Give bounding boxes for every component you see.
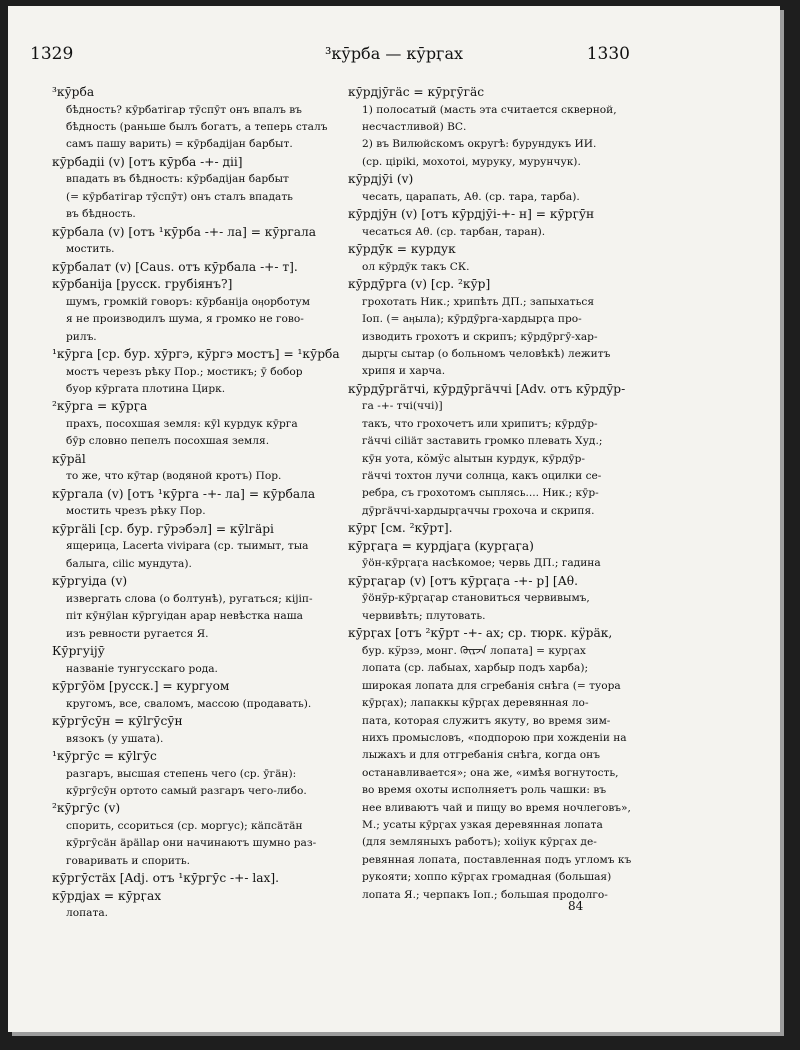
entry-definition-line: несчастливой) ВС. [362, 121, 467, 133]
entry-headword: ²кӯрга = кӯрӷа [52, 399, 148, 414]
dictionary-entry [52, 346, 347, 398]
entry-definition-line: (ср. ціріkі, мохотоі, муруку, мурунчук). [362, 155, 581, 168]
entry-definition-line: останавливается»; она же, «имѣя вогнутость, [362, 766, 619, 779]
dictionary-entry [348, 84, 648, 171]
dictionary-entry [52, 521, 347, 573]
dictionary-entry [348, 171, 648, 206]
entry-definition-line: ӯöн-кӯрӷаӷа насѣкомое; червь ДП.; гадина [362, 557, 601, 570]
entry-definition-line: буор кӯргата плотина Цирк. [66, 383, 226, 396]
entry-headword: кӯрӷ [см. ²кӯрт]. [348, 521, 453, 536]
entry-definition-line: бѣдность (раньше былъ богатъ, а теперь сталъ [66, 121, 328, 133]
dictionary-entry [348, 520, 648, 538]
entry-headword: кӯргала (v) [отъ ¹кӯрга -+- ла] = кӯрбала [52, 486, 316, 501]
entry-definition-line: ребра, съ грохотомъ сыплясь.... Ник.; кӯр- [362, 487, 599, 500]
dictionary-entry [52, 154, 347, 224]
entry-definition-line: мостъ черезъ рѣку Пор.; мостикъ; ӯ бобор [66, 365, 303, 378]
entry-headword: кӯргӯсӯн = кӯlгӯсӯн [52, 714, 183, 729]
entry-headword: ³кӯрба [52, 85, 95, 99]
dictionary-entry [52, 451, 347, 486]
dictionary-entry [52, 398, 347, 450]
entry-definition-line: изводить грохотъ и скрипъ; кӯрдӯргӯ-хар- [362, 330, 598, 343]
dictionary-entry [52, 486, 347, 521]
dictionary-entry [348, 381, 648, 520]
dictionary-entry [52, 84, 347, 154]
entry-definition-line: балыга, сіlіс мундута). [66, 557, 192, 570]
entry-definition-line: хрипя и харча. [362, 365, 446, 378]
entry-definition-line: кӯрӷах); лапаккы кӯрӷах деревянная ло- [362, 697, 589, 710]
right-column [348, 84, 648, 984]
entry-definition-line: чесать, царапать, Аθ. (ср. тара, тарба). [362, 190, 580, 203]
entry-headword: ²кӯргӯс (v) [52, 801, 121, 816]
dictionary-entry [52, 748, 347, 800]
entry-definition-line: гäччі ciliäт заставить громко плевать Худ.; [362, 435, 603, 448]
entry-definition-line: бѣдность? кӯрбатігар тӯспӯт онъ впалъ въ [66, 103, 302, 116]
entry-definition-line: изъ ревности ругается Я. [66, 627, 209, 640]
entry-headword: кӯрбадіі (v) [отъ кӯрба -+- діі] [52, 154, 243, 169]
entry-headword: кӯргäli [ср. бур. гӯрэбэл] = кӯlгäрі [52, 521, 274, 536]
entry-definition-line: такъ, что грохочетъ или хрипитъ; кӯрдӯр- [362, 417, 598, 430]
entry-definition-line: грохотать Ник.; хрипѣть ДП.; запыхаться [362, 295, 594, 308]
entry-headword: кӯрдӯргäтчі, кӯрдӯргäччі [Adv. отъ кӯрдӯр- [348, 381, 626, 396]
entry-definition-line: рилъ. [66, 330, 97, 343]
dictionary-entry [348, 625, 648, 904]
page-number-right: 1330 [586, 44, 630, 64]
dictionary-entry [52, 713, 347, 748]
entry-definition-line: нихъ промысловъ, «подпорою при хожденіи на [362, 731, 627, 744]
dictionary-entry [348, 206, 648, 241]
entry-definition-line: (= кӯрбатігар тӯспӯт) онъ сталъ впадать [66, 190, 293, 203]
entry-definition-line: (для земляныхъ работъ); хоііук кӯрӷах де- [362, 836, 597, 849]
entry-definition-line: въ бѣдность. [66, 208, 136, 221]
entry-definition-line: кӯргӯсäн äрällар они начинаютъ шумно раз- [66, 837, 317, 850]
entry-definition-line: кӯн уота, кӧмӱс аlытын курдук, кӯрдӯр- [362, 452, 585, 465]
entry-headword: кӯрӷаӷар (v) [отъ кӯрӷаӷа -+- р] [Аθ. [348, 573, 579, 588]
entry-definition-line: названіе тунгусскаго рода. [66, 662, 218, 675]
entry-definition-line: М.; усаты кӯрӷах узкая деревянная лопата [362, 818, 603, 831]
entry-definition-line: червивѣть; плутовать. [362, 609, 486, 622]
entry-definition-line: кругомъ, все, сваломъ, массою (продавать). [66, 697, 312, 710]
entry-definition-line: прахъ, посохшая земля: кӯl курдук кӯрга [66, 418, 298, 431]
entry-definition-line: бур. кӱрзэ, монг. ᠬᠦᠷᠵᠡ лопата] = курӷах [362, 644, 586, 657]
entry-definition-line: ӯöнӱр-кӯрӷаӷар становиться червивымъ, [362, 592, 590, 605]
dictionary-entry [52, 276, 347, 346]
entry-headword: ¹кӯрга [ср. бур. хӯргэ, кӯргэ мостъ] = ¹кӯрба [52, 347, 340, 362]
entry-definition-line: лопата (ср. лабыах, харбыр подъ харба); [362, 662, 589, 675]
dictionary-entry [52, 224, 347, 259]
entry-headword: кӯргӯстäх [Adj. отъ ¹кӯргӯс -+- lах]. [52, 871, 280, 886]
entry-definition-line: я не производилъ шума, я громко не гово- [66, 313, 304, 326]
entry-headword: кӯрдјах = кӯрӷах [52, 888, 162, 903]
entry-definition-line: Іоп. (= аӊыла); кӯрдӯрга-хардырӷа про- [362, 313, 582, 326]
entry-definition-line: ревянная лопата, поставленная подъ угломъ къ [362, 853, 632, 866]
entry-definition-line: піт кӯнӯlан кӯргуідан арар невѣстка наша [66, 610, 303, 623]
dictionary-entry [348, 241, 648, 276]
dictionary-entry [52, 678, 347, 713]
entry-definition-line: извергать слова (о болтунѣ), ругаться; кіјіп- [66, 592, 313, 605]
entry-definition-line: лопата. [66, 907, 109, 920]
entry-headword: кӯрдјӯн (v) [отъ кӯрдјӯі-+- н] = кӯрӷӯн [348, 207, 595, 222]
page-number-left: 1329 [30, 44, 74, 64]
entry-headword: кӯрбаніја [русск. грубіянъ?] [52, 277, 233, 292]
entry-definition-line: во время охоты исполняетъ роль чашки: въ [362, 784, 607, 797]
dictionary-entry [348, 276, 648, 381]
dictionary-page [8, 6, 780, 1032]
entry-definition-line: 2) въ Вилюйскомъ округѣ: бурундукъ ИИ. [362, 138, 597, 151]
entry-headword: кӯргӯӧм [русск.] = кургуом [52, 679, 230, 694]
entry-headword: кӯрӷах [отъ ²кӯрт -+- ах; ср. тюрк. кӱрäк, [348, 626, 613, 641]
entry-headword: ¹кӯргӯс = кӯlгӯс [52, 749, 157, 764]
entry-definition-line: дӯргäччі-хардырӷаччы грохоча и скрипя. [362, 504, 595, 517]
entry-definition-line: чесаться Аθ. (ср. тарбан, таран). [362, 225, 546, 238]
entry-definition-line: лопата Я.; черпакъ Іоп.; большая продолго- [362, 888, 608, 901]
entry-headword: кӯрбала (v) [отъ ¹кӯрба -+- ла] = кӯргала [52, 224, 317, 239]
entry-definition-line: гäччі тохтон лучи солнца, какъ оцилки се- [362, 470, 602, 483]
entry-definition-line: самъ пашу варить) = кӯрбадіјан барбыт. [66, 138, 293, 151]
entry-headword: кӯрдјӯгäс = кӯрӷӯгäс [348, 85, 485, 99]
dictionary-entry [52, 643, 347, 678]
entry-definition-line: широкая лопата для сгребанія снѣга (= туора [362, 679, 621, 692]
entry-definition-line: вязокъ (у ушата). [66, 732, 164, 745]
entry-definition-line: шумъ, громкій говоръ: кӯрбаніја оӊорботум [66, 295, 310, 308]
entry-definition-line: разгаръ, высшая степень чего (ср. ӯгäн): [66, 767, 297, 780]
entry-definition-line: мостить. [66, 243, 115, 256]
entry-definition-line: бӯр словно пепелъ посохшая земля. [66, 435, 270, 448]
entry-definition-line: кӯргӯсӯн ортото самый разгаръ чего-либо. [66, 785, 307, 798]
dictionary-entry [52, 870, 347, 888]
entry-definition-line: пата, которая служитъ якуту, во время зим- [362, 714, 611, 727]
page-header [8, 44, 780, 68]
dictionary-entry [52, 800, 347, 870]
running-title: ³кӯрба — кӯрӷах [324, 44, 463, 63]
entry-headword: кӯрдјӯі (v) [348, 172, 414, 187]
entry-definition-line: ол кӯрдӯк такъ СК. [362, 260, 470, 273]
entry-definition-line: впадать въ бѣдность: кӯрбадіјан барбыт [66, 173, 289, 186]
entry-definition-line: то же, что кӯтар (водяной кротъ) Пор. [66, 470, 282, 483]
dictionary-entry [52, 259, 347, 277]
entry-definition-line: дырӷы сытар (о больномъ человѣкѣ) лежитъ [362, 348, 611, 361]
dictionary-entry [52, 573, 347, 643]
entry-headword: кӯрӷаӷа = курдјаӷа (курӷаӷа) [348, 538, 534, 553]
entry-headword: кӯрбалат (v) [Caus. отъ кӯрбала -+- т]. [52, 259, 298, 274]
entry-definition-line: говаривать и спорить. [66, 854, 190, 867]
dictionary-entry [348, 573, 648, 625]
entry-definition-line: спорить, ссориться (ср. моргус); кäпсäтäн [66, 820, 303, 833]
entry-definition-line: лыжахъ и для отгребанія снѣга, когда онъ [362, 749, 600, 762]
entry-definition-line: нее вливаютъ чай и пищу во время ночлеговъ», [362, 801, 631, 814]
entry-definition-line: мостить чрезъ рѣку Пор. [66, 505, 206, 518]
entry-definition-line: рукояти; хоппо кӯрӷах громадная (большая) [362, 871, 612, 884]
entry-headword: кӯрдӯрга (v) [ср. ²кӯр] [348, 277, 491, 292]
left-column [52, 84, 347, 984]
signature-mark: 84 [568, 899, 584, 913]
entry-headword: кӯрäl [52, 451, 86, 466]
entry-headword: кӯрдӯк = курдук [348, 242, 456, 257]
entry-definition-line: 1) полосатый (масть эта считается скверной, [362, 103, 617, 116]
entry-definition-line: ящерица, Lacerta vivipara (ср. тыимыт, тыа [66, 540, 309, 553]
entry-headword: Кӯргуіјӯ [52, 644, 105, 659]
dictionary-entry [348, 538, 648, 573]
entry-definition-line: га -+- тчі(ччі)] [362, 400, 443, 413]
entry-headword: кӯргуіда (v) [52, 574, 128, 589]
dictionary-entry [52, 888, 347, 923]
